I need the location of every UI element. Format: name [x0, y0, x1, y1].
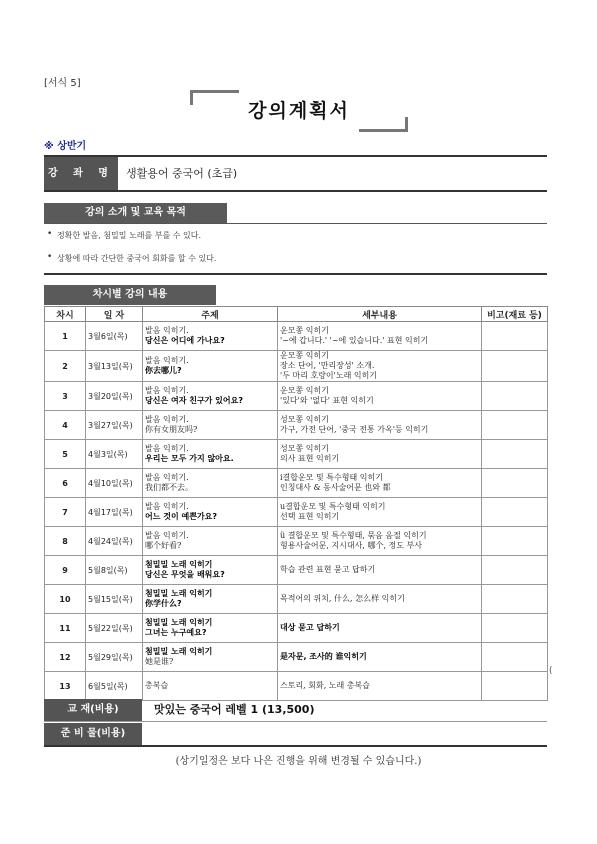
session-date: 3월13일(목) [86, 351, 143, 382]
session-note [482, 643, 548, 672]
session-number: 1 [45, 322, 86, 351]
topic-line: 당신은 어디에 가나요? [145, 336, 225, 345]
session-number: 2 [45, 351, 86, 382]
detail-line: 학습 관련 표현 묻고 답하기 [280, 565, 376, 574]
table-row [45, 672, 548, 701]
topic-line: 발음 익히기. [145, 502, 189, 511]
detail-line: 대상 묻고 답하기 [280, 623, 340, 632]
session-note [482, 440, 548, 469]
detail-line: 是자문, 조사的 谁익히기 [280, 652, 367, 661]
session-number: 7 [45, 498, 86, 527]
table-row [45, 440, 548, 469]
detail-line: ü 결합운모 및 특수형태, 묶음 음절 익히기 [280, 531, 427, 540]
materials-value: 맛있는 중국어 레벨 1 (13,500) [154, 703, 315, 716]
col-header-detail: 세부내용 [278, 307, 482, 322]
topic-line: 어느 것이 예쁜가요? [145, 512, 218, 521]
session-detail [278, 382, 482, 411]
session-note [482, 672, 548, 701]
session-topic [143, 498, 278, 527]
detail-line: 형용사술어문, 지시대사, 哪个, 정도 부사 [280, 541, 422, 550]
topic-line: 첨밀밀 노래 익히기 [145, 647, 213, 656]
schedule-table [44, 306, 548, 701]
detail-line: 운모쫑 익히기 [280, 326, 329, 335]
topic-line: 첨밀밀 노래 익히기 [145, 560, 213, 569]
session-note [482, 556, 548, 585]
topic-line: 총복습 [145, 681, 169, 690]
session-date: 4월10일(목) [86, 469, 143, 498]
schedule-header-row [45, 307, 548, 322]
detail-line: 운모쫑 익히기 [280, 351, 329, 360]
session-date: 3월6일(목) [86, 322, 143, 351]
session-detail [278, 469, 482, 498]
form-number: [서식 5] [44, 78, 81, 89]
session-topic [143, 585, 278, 614]
session-date: 3월27일(목) [86, 411, 143, 440]
session-note [482, 382, 548, 411]
table-row [45, 585, 548, 614]
session-date: 4월3일(목) [86, 440, 143, 469]
session-topic [143, 322, 278, 351]
materials-section [44, 699, 547, 747]
topic-line: 발음 익히기. [145, 444, 189, 453]
session-number: 5 [45, 440, 86, 469]
session-date: 5월22일(목) [86, 614, 143, 643]
session-date: 4월24일(목) [86, 527, 143, 556]
materials-row [44, 699, 547, 721]
topic-line: 她是谁? [145, 657, 174, 666]
detail-line: 가구, 가전 단어, '중국 전통 가옥'등 익히기 [280, 425, 429, 434]
table-row [45, 556, 548, 585]
session-note [482, 498, 548, 527]
detail-line: 장소 단어, '만리장성' 소개. [280, 361, 375, 370]
col-header-date: 일 자 [86, 307, 143, 322]
title-frame [190, 90, 408, 132]
schedule-heading: 차시별 강의 내용 [44, 285, 216, 305]
course-value: 생활용어 중국어 (초급) [126, 167, 238, 180]
detail-line: '두 마리 호랑이'노래 익히기 [280, 371, 378, 380]
intro-divider [44, 223, 547, 224]
topic-line: 우리는 모두 가지 않아요. [145, 454, 234, 463]
detail-line: 목적어의 위치, 什么, 怎么样 익히기 [280, 594, 405, 603]
session-date: 6월5일(목) [86, 672, 143, 701]
session-date: 3월20일(목) [86, 382, 143, 411]
course-row [44, 157, 547, 192]
detail-line: 운모쫑 익히기 [280, 386, 329, 395]
session-number: 12 [45, 643, 86, 672]
session-number: 8 [45, 527, 86, 556]
session-detail [278, 411, 482, 440]
topic-line: 你去哪儿? [145, 366, 182, 375]
session-note [482, 322, 548, 351]
detail-line: 선택 표현 익히기 [280, 512, 340, 521]
session-detail [278, 440, 482, 469]
session-date: 5월8일(목) [86, 556, 143, 585]
session-topic [143, 440, 278, 469]
topic-line: 첨밀밀 노래 익히기 [145, 589, 213, 598]
supplies-row [44, 723, 547, 745]
detail-line: i결합운모 및 특수형태 익히기 [280, 473, 383, 482]
session-detail [278, 614, 482, 643]
topic-line: 발음 익히기. [145, 531, 189, 540]
session-topic [143, 672, 278, 701]
supplies-label: 준 비 물(비용) [44, 723, 142, 745]
session-topic [143, 556, 278, 585]
table-row [45, 643, 548, 672]
topic-line: 발음 익히기. [145, 356, 189, 365]
session-detail [278, 672, 482, 701]
session-note [482, 527, 548, 556]
session-date: 5월29일(목) [86, 643, 143, 672]
topic-line: 발음 익히기. [145, 326, 189, 335]
detail-line: 성모쫑 익히기 [280, 444, 329, 453]
session-detail [278, 322, 482, 351]
session-topic [143, 614, 278, 643]
materials-separator [44, 721, 547, 722]
table-row [45, 469, 548, 498]
session-number: 9 [45, 556, 86, 585]
stray-mark: ( [549, 666, 553, 676]
session-number: 3 [45, 382, 86, 411]
detail-line: 성모쫑 익히기 [280, 415, 329, 424]
table-row [45, 527, 548, 556]
footnote: (상기일정은 보다 나은 진행을 위해 변경될 수 있습니다.) [175, 756, 422, 767]
intro-bottom-divider [44, 273, 547, 275]
session-note [482, 411, 548, 440]
session-number: 13 [45, 672, 86, 701]
document-title: 강의계획서 [248, 100, 350, 122]
col-header-note: 비고(재료 등) [482, 307, 548, 322]
session-topic [143, 411, 278, 440]
session-date: 4월17일(목) [86, 498, 143, 527]
session-note [482, 614, 548, 643]
detail-line: '있다'와 '없다' 표현 익히기 [280, 396, 374, 405]
table-row [45, 322, 548, 351]
session-note [482, 469, 548, 498]
topic-line: 첨밀밀 노래 익히기 [145, 618, 213, 627]
topic-line: 哪个好看? [145, 541, 182, 550]
detail-line: 의사 표현 익히기 [280, 454, 340, 463]
goal-item: • 상황에 따라 간단한 중국어 회화를 할 수 있다. [57, 253, 216, 264]
table-row [45, 382, 548, 411]
topic-line: 我们都不去。 [145, 483, 193, 492]
session-topic [143, 469, 278, 498]
session-number: 4 [45, 411, 86, 440]
session-number: 10 [45, 585, 86, 614]
topic-line: 그녀는 누구예요? [145, 628, 207, 637]
intro-heading: 강의 소개 및 교육 목적 [44, 203, 227, 223]
materials-label: 교 재(비용) [44, 699, 142, 721]
session-detail [278, 498, 482, 527]
session-topic [143, 527, 278, 556]
session-detail [278, 351, 482, 382]
session-topic [143, 643, 278, 672]
topic-line: 발음 익히기. [145, 473, 189, 482]
table-row [45, 498, 548, 527]
session-topic [143, 351, 278, 382]
goal-item: • 정확한 발음, 첨밀밀 노래를 부를 수 있다. [57, 230, 201, 241]
session-detail [278, 556, 482, 585]
col-header-topic: 주제 [143, 307, 278, 322]
session-topic [143, 382, 278, 411]
topic-line: 당신은 여자 친구가 있어요? [145, 396, 244, 405]
session-date: 5월15일(목) [86, 585, 143, 614]
session-note [482, 585, 548, 614]
topic-line: 你学什么? [145, 599, 182, 608]
topic-line: 발음 익히기. [145, 386, 189, 395]
session-note [482, 351, 548, 382]
topic-line: 발음 익히기. [145, 415, 189, 424]
title-corner-bottom-right [359, 117, 408, 132]
session-detail [278, 585, 482, 614]
half-label: ※ 상반기 [44, 141, 87, 152]
topic-line: 你有女朋友吗? [145, 425, 198, 434]
col-header-session: 차시 [45, 307, 86, 322]
session-number: 6 [45, 469, 86, 498]
table-row [45, 411, 548, 440]
detail-line: '~에 갑니다.' '~에 있습니다.' 표현 익히기 [280, 336, 429, 345]
topic-line: 당신은 무엇을 배워요? [145, 570, 225, 579]
session-detail [278, 643, 482, 672]
table-row [45, 614, 548, 643]
detail-line: 인칭대사 & 동사술어문 也와 都 [280, 483, 391, 492]
course-label: 강 좌 명 [44, 157, 118, 190]
detail-line: u결합운모 및 특수형태 익히기 [280, 502, 386, 511]
session-number: 11 [45, 614, 86, 643]
detail-line: 스토리, 회화, 노래 총복습 [280, 681, 370, 690]
table-row [45, 351, 548, 382]
session-detail [278, 527, 482, 556]
